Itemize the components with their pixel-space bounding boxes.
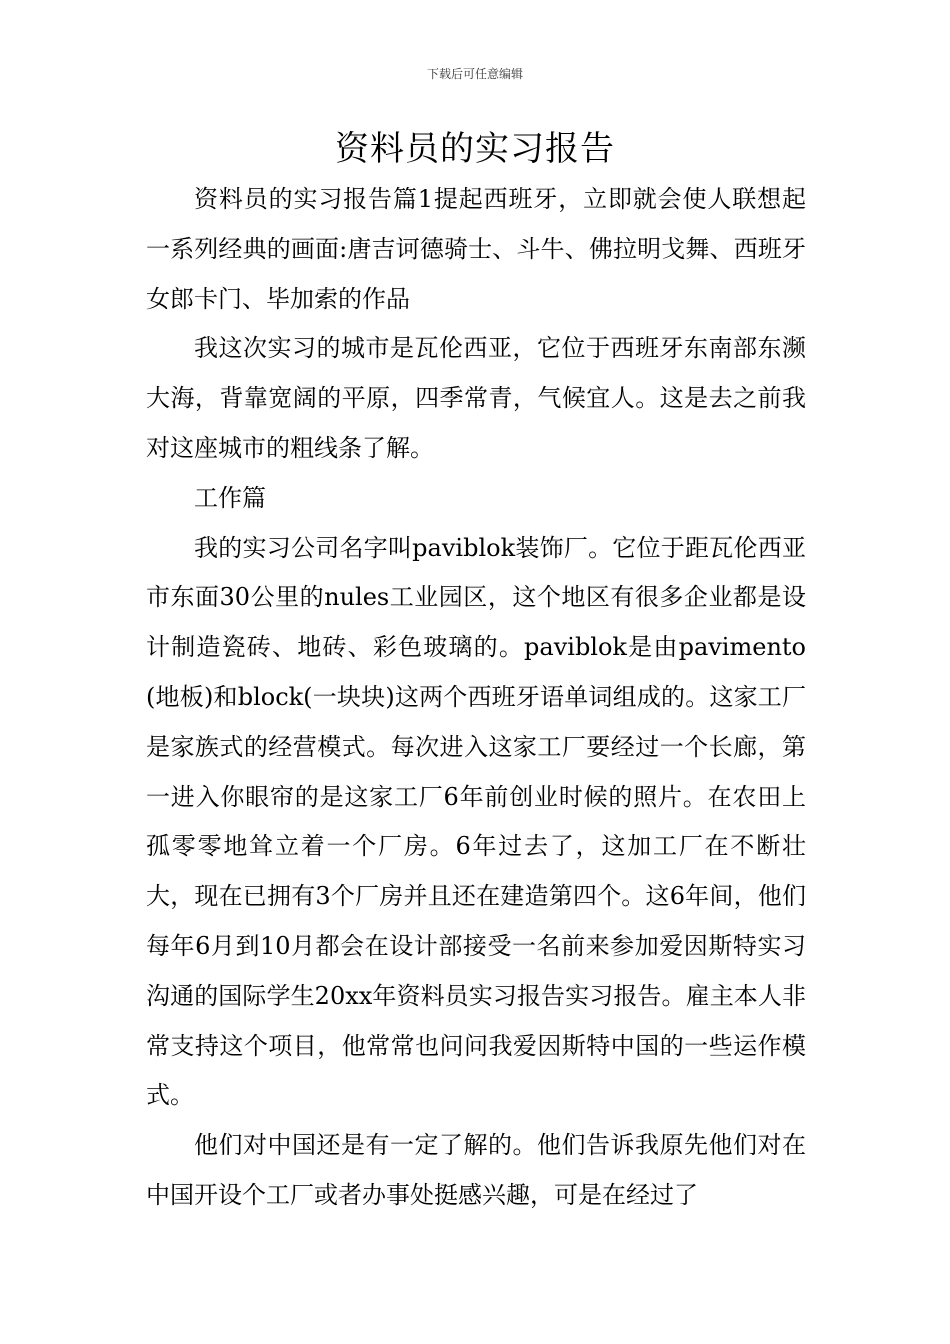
paragraph-city: 我这次实习的城市是瓦伦西亚，它位于西班牙东南部东濒大海，背靠宽阔的平原，四季常青，气候宜人。这是去之前我对这座城市的粗线条了解。 <box>146 334 806 462</box>
paragraph-company: 我的实习公司名字叫paviblok装饰厂。它位于距瓦伦西亚市东面30公里的nules工业园区，这个地区有很多企业都是设计制造瓷砖、地砖、彩色玻璃的。paviblok是由pavimento(地板)和block(一块块)这两个西班牙语单词组成的。这家工厂是家族式的经营模式。每次进入这家工厂要经过一个长廊，第一进入你眼帘的是这家工厂6年前创业时候的照片。在农田上孤零零地耸立着一个厂房。6年过去了，这加工厂在不断壮大，现在已拥有3个厂房并且还在建造第四个。这6年间，他们每年6月到10月都会在设计部接受一名前来参加爱因斯特实习沟通的国际学生20xx年资料员实习报告实习报告。雇主本人非常支持这个项目，他常常也问问我爱因斯特中国的一些运作模式。 <box>146 533 806 1110</box>
document-title: 资料员的实习报告 <box>335 129 615 169</box>
header-note: 下载后可任意编辑 <box>426 67 523 81</box>
section-heading-work: 工作篇 <box>194 483 266 512</box>
paragraph-china: 他们对中国还是有一定了解的。他们告诉我原先他们对在中国开设个工厂或者办事处挺感兴趣，可是在经过了 <box>146 1131 806 1209</box>
paragraph-intro: 资料员的实习报告篇1提起西班牙，立即就会使人联想起一系列经典的画面:唐吉诃德骑士、斗牛、佛拉明戈舞、西班牙女郎卡门、毕加索的作品 <box>146 185 806 313</box>
document-body <box>146 175 806 1221</box>
